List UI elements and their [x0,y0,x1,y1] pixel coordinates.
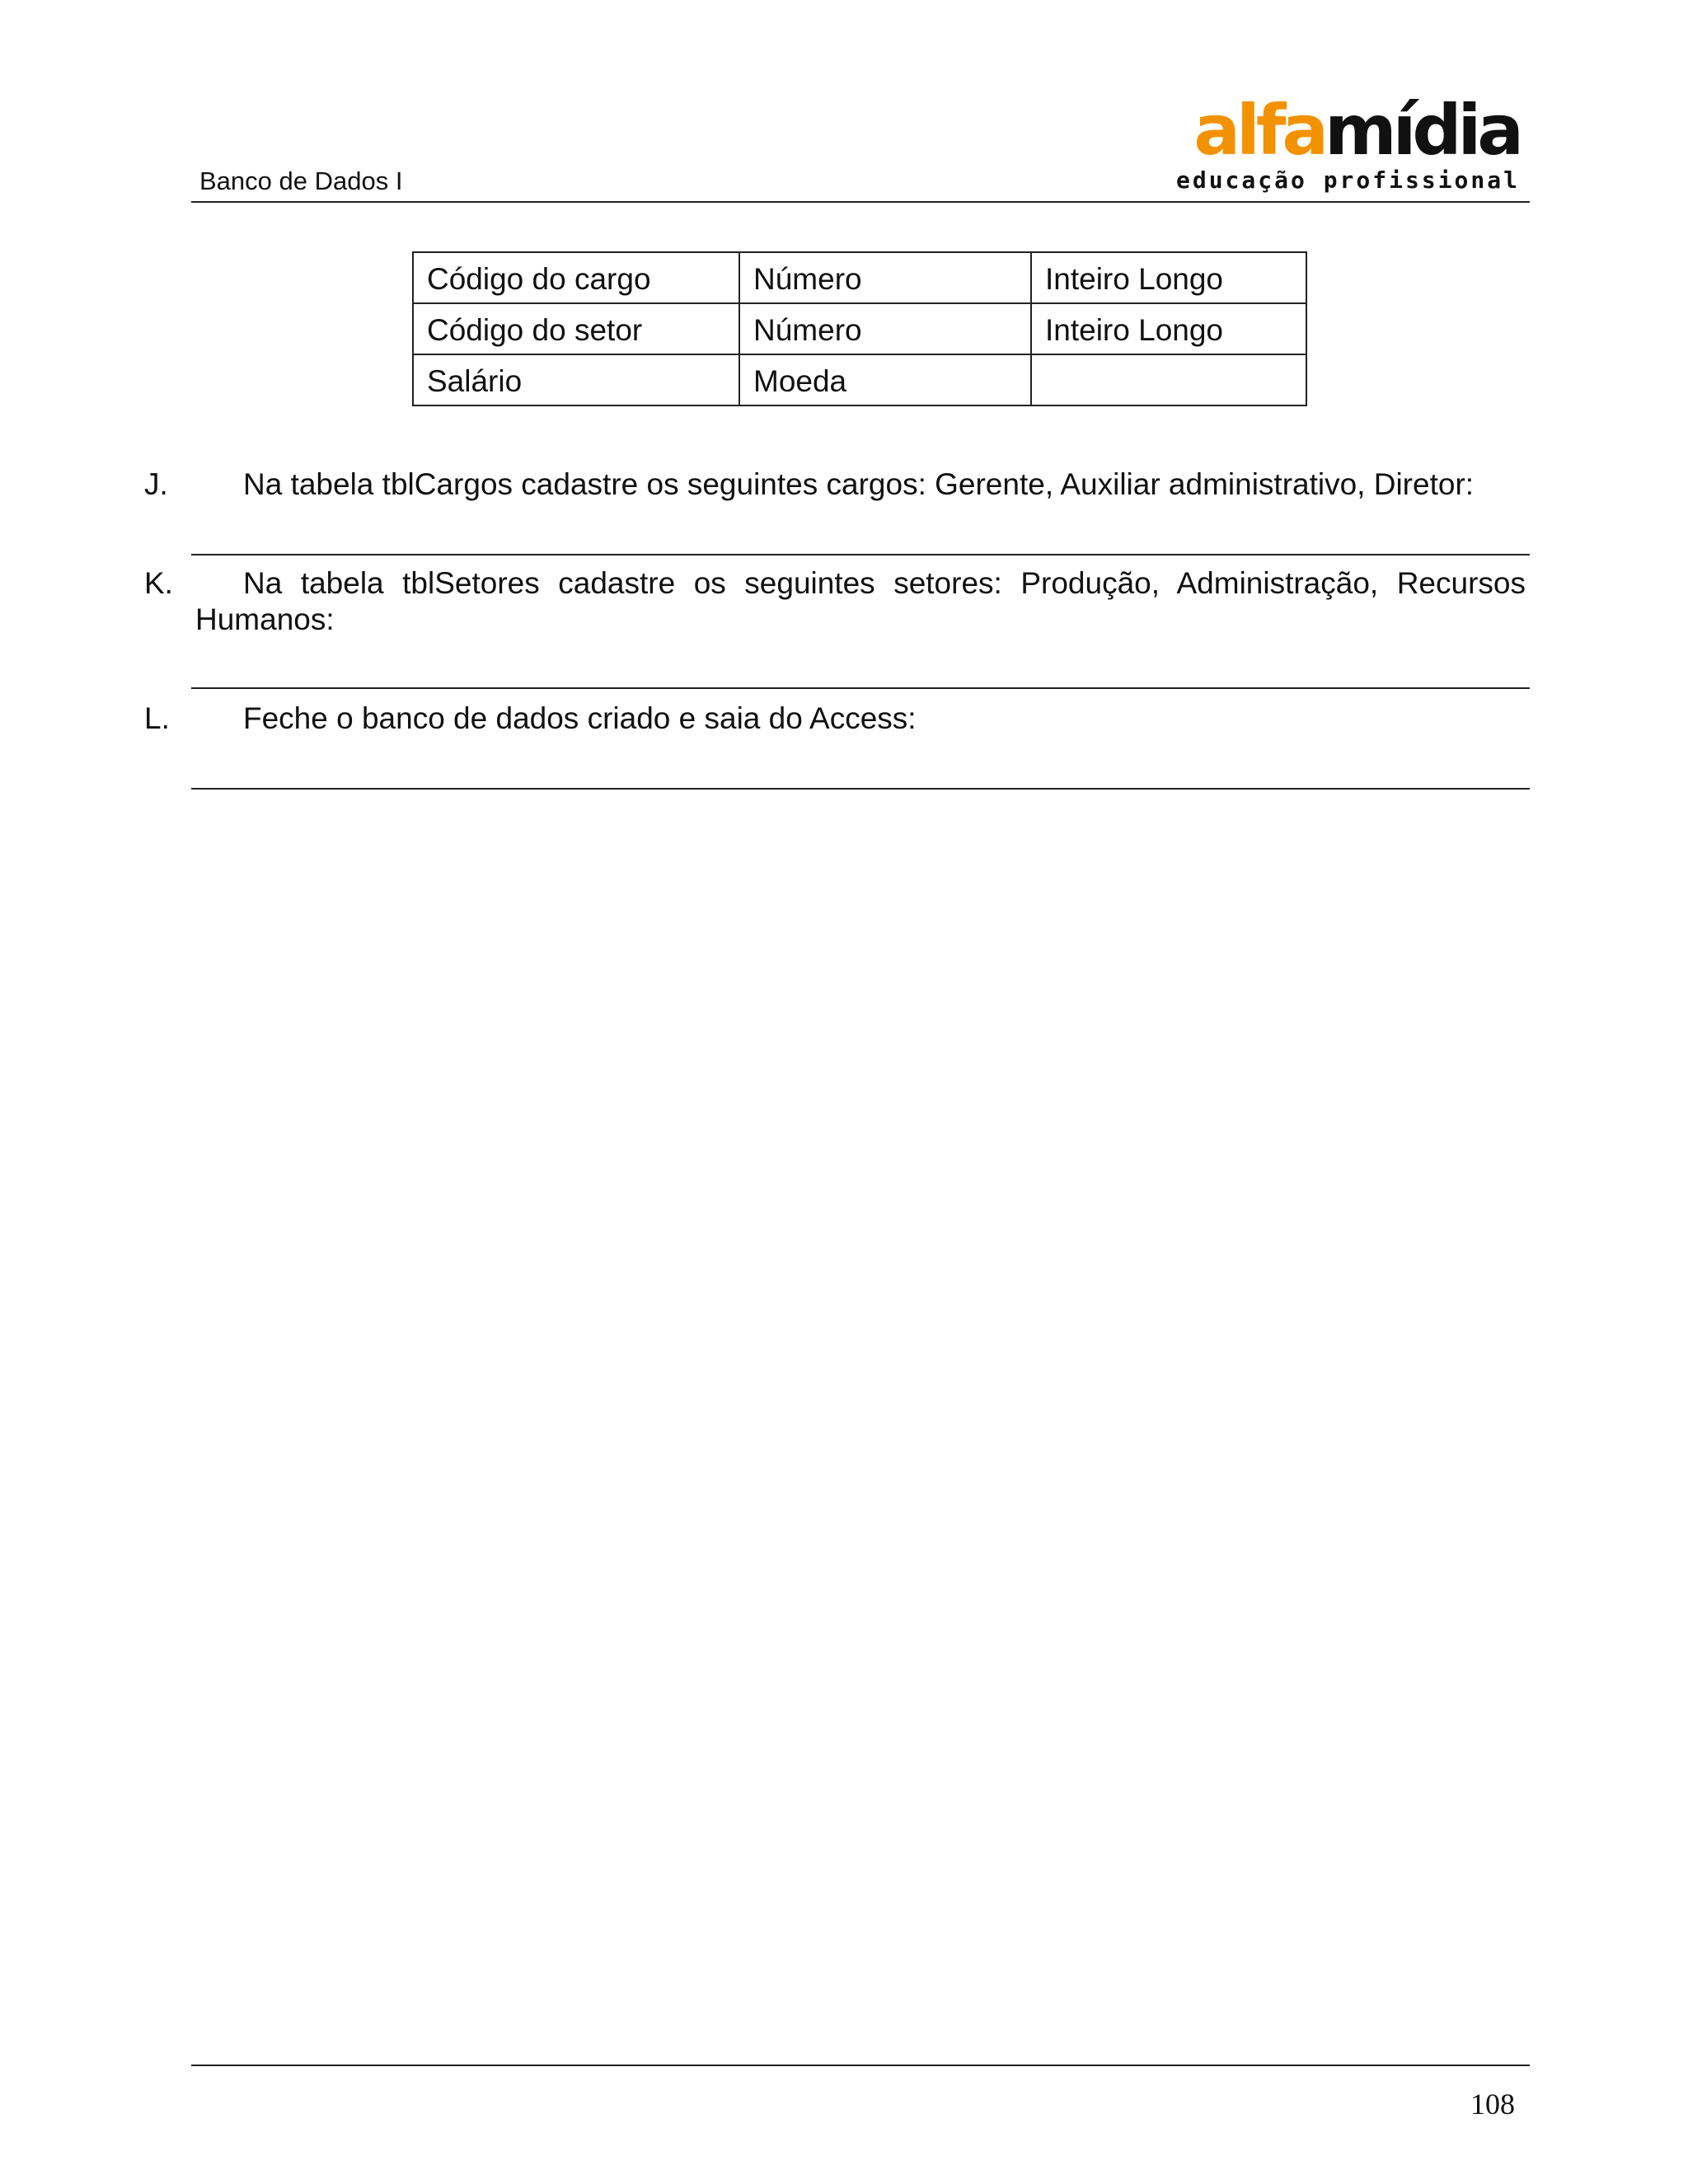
answer-line [191,554,1530,555]
table-row [413,252,1306,303]
page-header [191,91,1530,203]
logo-wordmark [1193,90,1520,171]
item-letter: J. [144,467,168,501]
item-text: Na tabela tblCargos cadastre os seguintes cargos: Gerente, Auxiliar administrativo, Diretor: [243,467,1475,501]
document-title: Banco de Dados I [199,166,403,195]
page-number: 108 [1470,2088,1515,2121]
item-text: Na tabela tblSetores cadastre os seguintes setores: Produção, Administração, Recursos Humanos: [195,566,1526,636]
logo-word-midia: mídia [1325,90,1520,171]
logo-tagline: educação profissional [1175,166,1520,194]
table-cell: Salário [413,354,739,405]
table-row [413,354,1306,405]
table-cell: Número [739,252,1031,303]
table-cell: Moeda [739,354,1031,405]
logo-word-alfa: alfa [1193,90,1325,171]
table-cell: Inteiro Longo [1031,252,1306,303]
table-cell: Código do setor [413,303,739,354]
table-cell: Código do cargo [413,252,739,303]
item-letter: L. [144,701,170,735]
alfamidia-logo [1175,90,1522,194]
answer-line [191,687,1530,689]
answer-line [191,788,1530,790]
footer-rule [191,2064,1530,2066]
table-cell: Inteiro Longo [1031,303,1306,354]
table-cell [1031,354,1306,405]
table-row [413,303,1306,354]
table-cell: Número [739,303,1031,354]
fields-table [412,251,1307,406]
item-text: Feche o banco de dados criado e saia do Access: [243,701,917,735]
item-letter: K. [144,566,173,600]
